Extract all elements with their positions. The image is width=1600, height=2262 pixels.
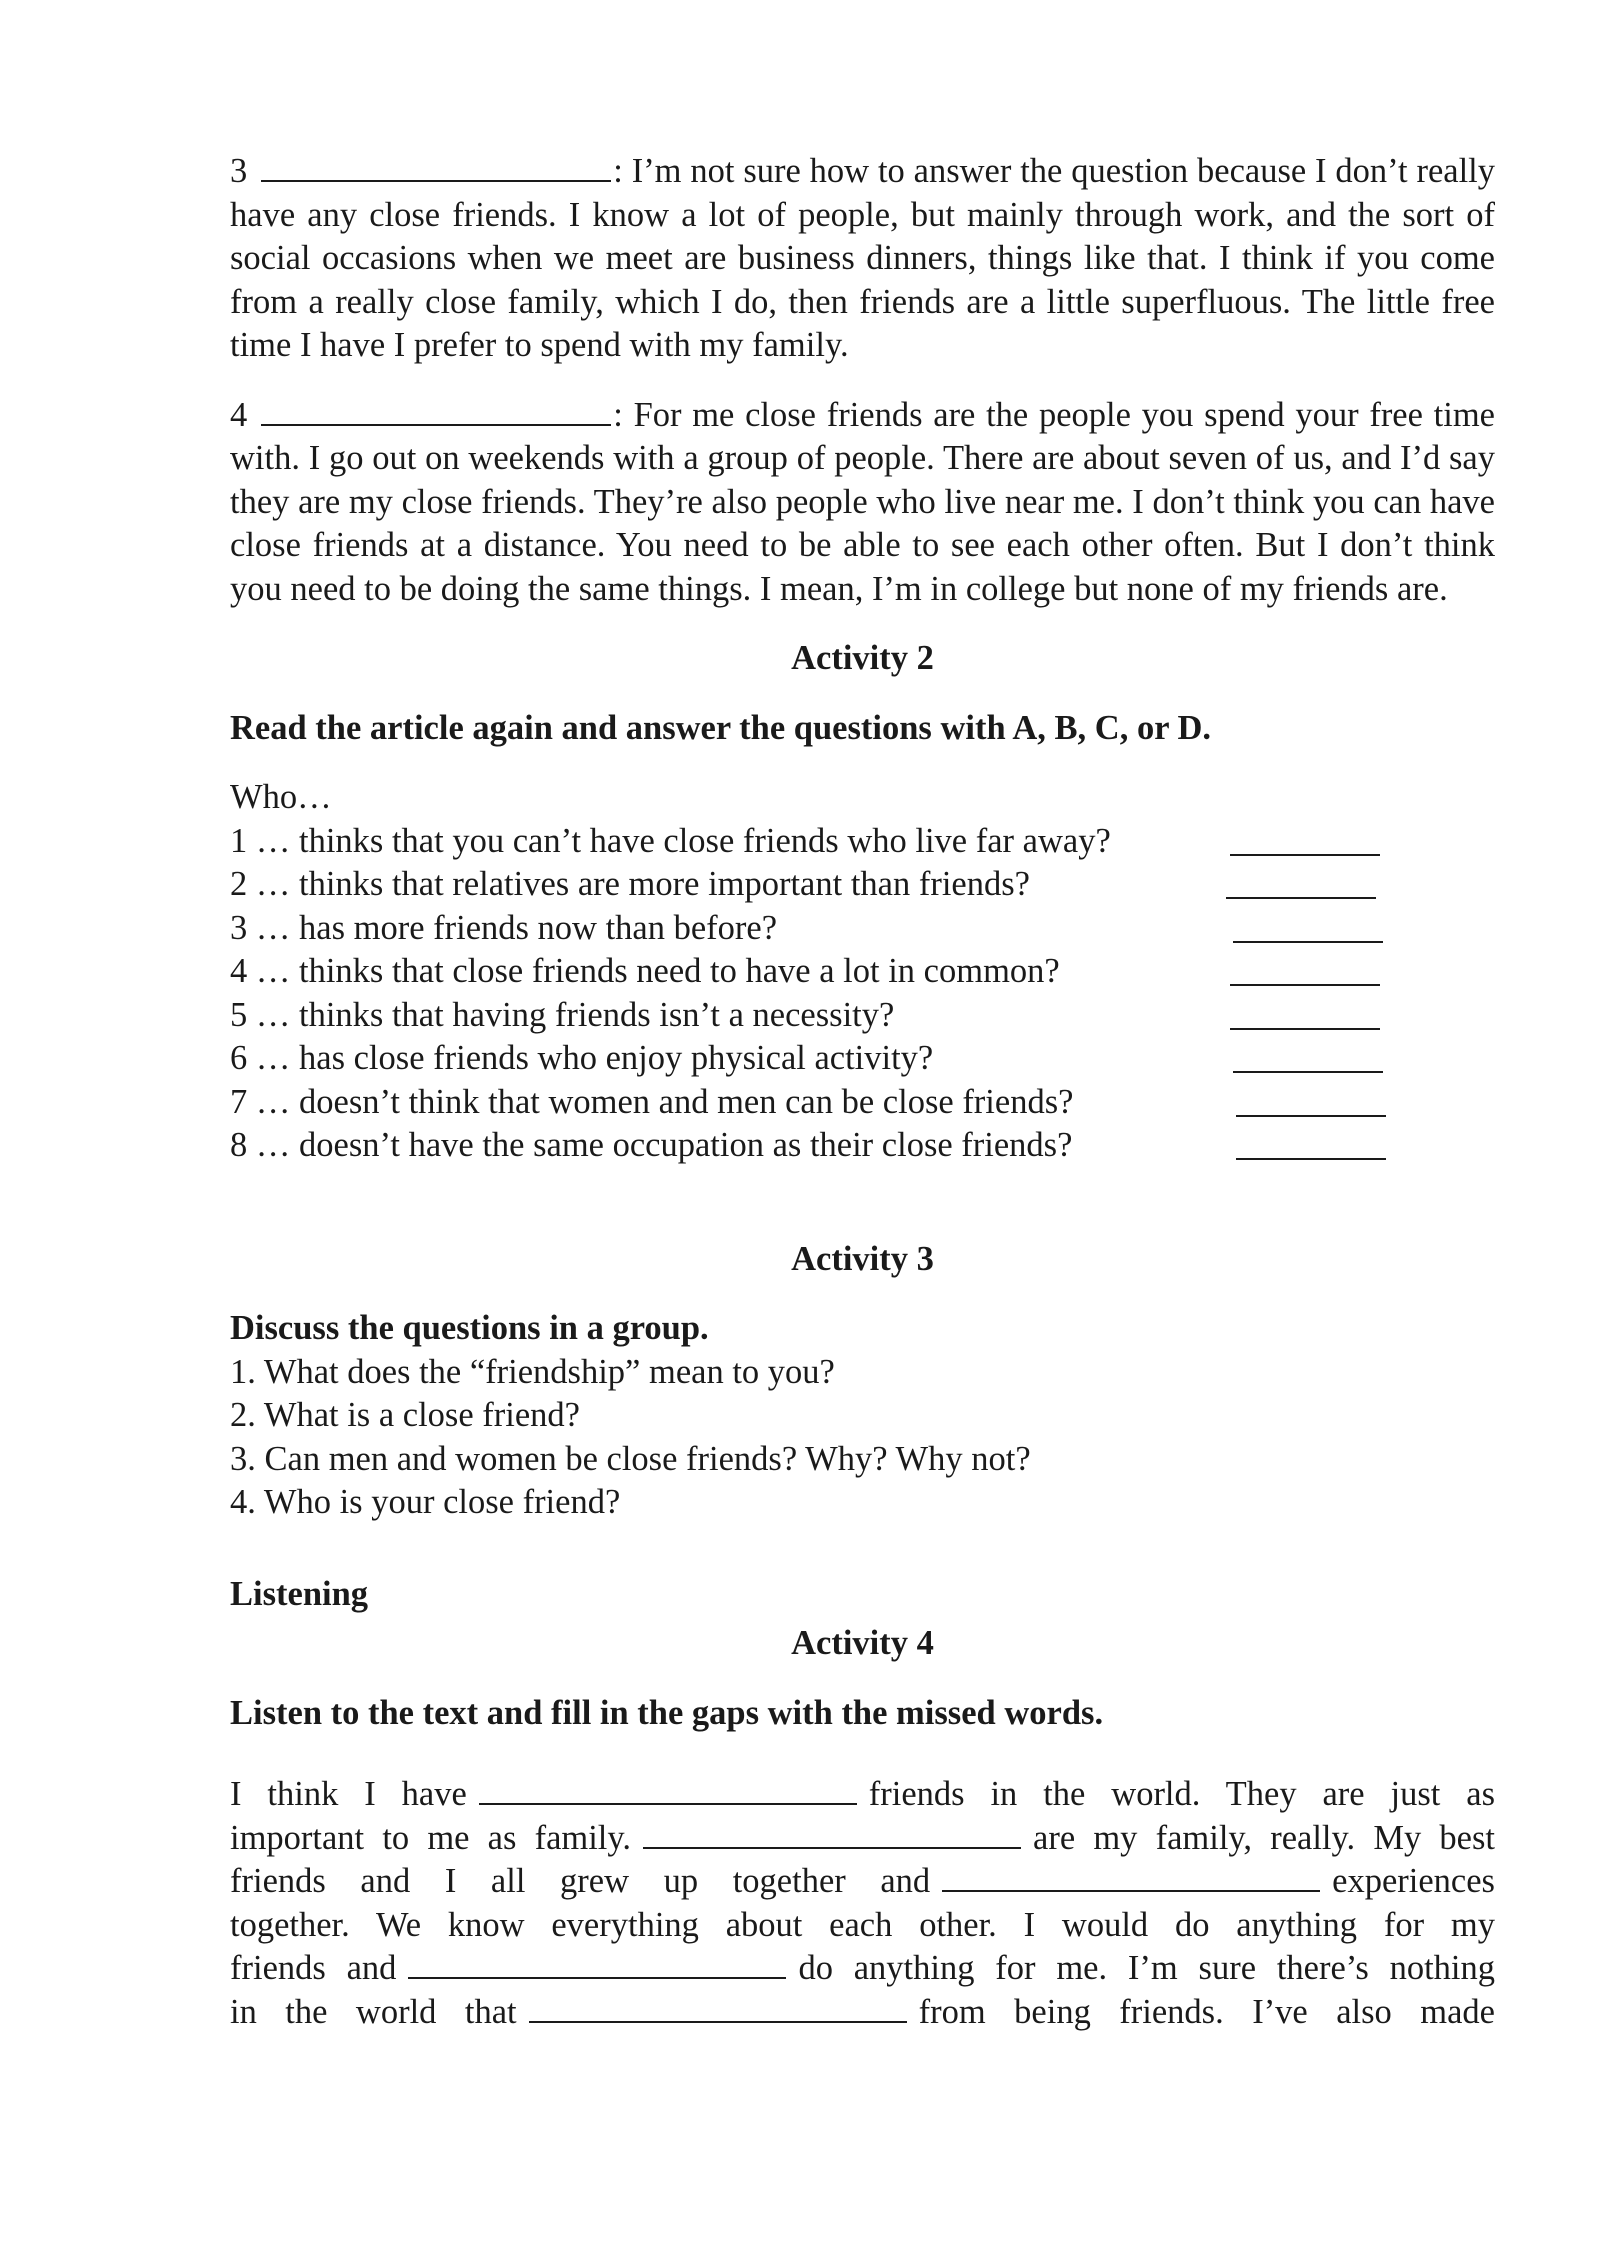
- question-text: 3 … has more friends now than before?: [230, 908, 778, 947]
- paragraph-3-text: : I’m not sure how to answer the question because I don’t really have any close friends. I know a lot of people, but mainly through work, and the sort of social occasions when we meet are business dinners, things like that. I think if you come from a really close family, which I do, then friends are a little superfluous. The little free time I have I prefer to spend with my family.: [230, 152, 1495, 364]
- speaker-3-blank[interactable]: [261, 150, 611, 182]
- answer-blank[interactable]: [1230, 820, 1380, 856]
- answer-blank[interactable]: [1236, 1124, 1386, 1160]
- question-text: 7 … doesn’t think that women and men can be close friends?: [230, 1082, 1074, 1121]
- question-row: [230, 820, 1495, 864]
- question-row: [230, 994, 1495, 1038]
- listening-section-title: Listening: [230, 1574, 369, 1613]
- question-text: 6 … has close friends who enjoy physical activity?: [230, 1039, 934, 1077]
- gap-fill-line: friends and I all grew up together and experiences: [230, 1862, 1495, 1900]
- question-row: [230, 907, 1495, 951]
- question-text: 5 … thinks that having friends isn’t a necessity?: [230, 995, 895, 1034]
- activity-3-question-list: [230, 1351, 1495, 1525]
- question-row: [230, 863, 1495, 907]
- question-row: [230, 950, 1495, 994]
- answer-blank[interactable]: [1233, 1037, 1383, 1073]
- gap-blank[interactable]: [529, 1991, 907, 2023]
- discussion-question: 1. What does the “friendship” mean to you?: [230, 1352, 835, 1391]
- gap-blank[interactable]: [942, 1860, 1320, 1892]
- paragraph-4: [230, 394, 1495, 612]
- activity-4-title: Activity 4: [791, 1624, 934, 1662]
- question-row: [230, 1081, 1495, 1125]
- activity-2-title: Activity 2: [791, 639, 934, 677]
- paragraph-3-number: 3: [230, 152, 248, 190]
- question-text: 8 … doesn’t have the same occupation as their close friends?: [230, 1126, 1073, 1164]
- activity-3-instruction: Discuss the questions in a group.: [230, 1309, 709, 1347]
- answer-blank[interactable]: [1230, 950, 1380, 986]
- answer-blank[interactable]: [1233, 907, 1383, 943]
- question-text: 4 … thinks that close friends need to have a lot in common?: [230, 952, 1060, 990]
- paragraph-4-text: : For me close friends are the people you spend your free time with. I go out on weekends with a group of people. There are about seven of us, and I’d say they are my close friends. They’re also people who live near me. I don’t think you can have close friends at a distance. You need to be able to see each other often. But I don’t think you need to be doing the same things. I mean, I’m in college but none of my friends are.: [230, 395, 1495, 608]
- activity-2-question-list: [230, 820, 1495, 1168]
- worksheet-content: [230, 150, 1495, 2034]
- activity-2-instruction: Read the article again and answer the questions with A, B, C, or D.: [230, 708, 1212, 747]
- discussion-question: 2. What is a close friend?: [230, 1396, 580, 1434]
- gap-fill-line: important to me as family. are my family, really. My best: [230, 1818, 1495, 1857]
- answer-blank[interactable]: [1226, 863, 1376, 899]
- question-text: 1 … thinks that you can’t have close friends who live far away?: [230, 821, 1111, 860]
- gap-fill-line: in the world that from being friends. I’ve also made: [230, 1992, 1495, 2031]
- gap-fill-line: I think I have friends in the world. They are just as: [230, 1775, 1495, 1813]
- discussion-question: 4. Who is your close friend?: [230, 1483, 621, 1521]
- activity-3-title: Activity 3: [791, 1239, 934, 1278]
- gap-fill-text: [230, 1773, 1495, 2034]
- question-text: 2 … thinks that relatives are more important than friends?: [230, 865, 1030, 903]
- answer-blank[interactable]: [1230, 994, 1380, 1030]
- paragraph-3: [230, 150, 1495, 368]
- gap-blank[interactable]: [643, 1817, 1021, 1849]
- question-row: [230, 1124, 1495, 1168]
- gap-blank[interactable]: [408, 1947, 786, 1979]
- gap-fill-line: friends and do anything for me. I’m sure there’s nothing: [230, 1949, 1496, 1987]
- gap-blank[interactable]: [479, 1773, 857, 1805]
- activity-2-lead: Who…: [230, 778, 332, 816]
- speaker-4-blank[interactable]: [261, 394, 611, 426]
- discussion-question: 3. Can men and women be close friends? Why? Why not?: [230, 1439, 1031, 1478]
- gap-fill-line: together. We know everything about each other. I would do anything for my: [230, 1905, 1495, 1944]
- answer-blank[interactable]: [1236, 1081, 1386, 1117]
- question-row: [230, 1037, 1495, 1081]
- paragraph-4-number: 4: [230, 395, 248, 434]
- activity-4-instruction: Listen to the text and fill in the gaps with the missed words.: [230, 1693, 1104, 1732]
